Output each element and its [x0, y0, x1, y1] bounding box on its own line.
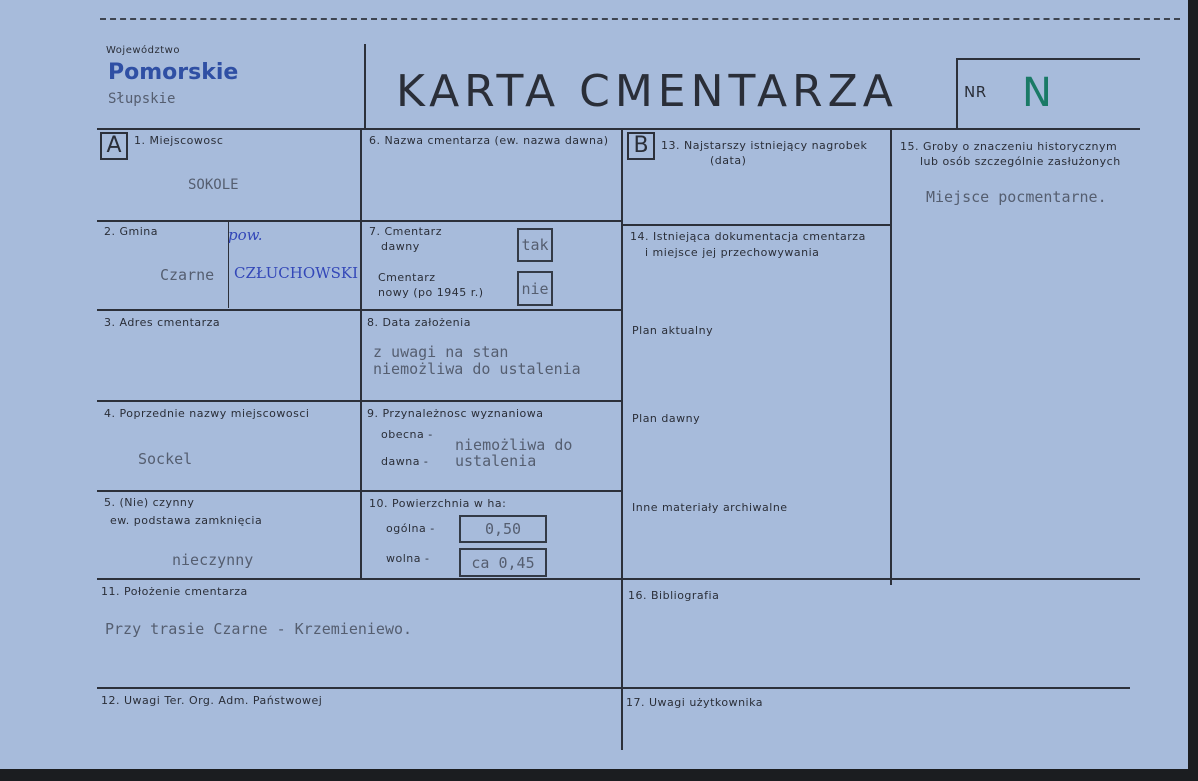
field-8-value-line2: niemożliwa do ustalenia [373, 360, 581, 378]
field-9-label: 9. Przynależnosc wyznaniowa [367, 407, 544, 420]
field-7-label-nowy-2: nowy (po 1945 r.) [378, 286, 484, 299]
wojewodztwo-old-value: Słupskie [108, 91, 176, 107]
section-a-letter: A [100, 132, 128, 160]
right-column-divider [890, 130, 892, 585]
plan-dawny-label: Plan dawny [632, 412, 701, 425]
field-15-label-line1: 15. Groby o znaczeniu historycznym [900, 140, 1118, 153]
field-7-label-dawny-1: 7. Cmentarz [369, 225, 442, 238]
field-11-label: 11. Położenie cmentarza [101, 585, 248, 598]
field-5-value: nieczynny [172, 551, 254, 569]
field-9-obecna-label: obecna - [381, 428, 433, 441]
field-16-label: 16. Bibliografia [628, 589, 720, 602]
field-15-label-line2: lub osób szczególnie zasłużonych [920, 155, 1121, 168]
field-6-label: 6. Nazwa cmentarza (ew. nazwa dawna) [369, 134, 609, 147]
nr-value: N [1022, 70, 1052, 116]
field-13-label-line2: (data) [710, 154, 747, 167]
field-8-value-line1: z uwagi na stan [373, 343, 509, 361]
field-7-label-dawny-2: dawny [381, 240, 420, 253]
field-9-dawna-label: dawna - [381, 455, 429, 468]
row-line-3 [97, 400, 623, 402]
section-b-letter: B [627, 132, 655, 160]
wojewodztwo-value: Pomorskie [108, 60, 239, 85]
field-10-wolna-label: wolna - [386, 552, 430, 565]
field-2-label: 2. Gmina [104, 225, 158, 238]
center-column-divider [621, 130, 623, 750]
field-17-label: 17. Uwagi użytkownika [626, 696, 764, 709]
field-15-value: Miejsce pocmentarne. [926, 188, 1107, 206]
nr-box-top [956, 58, 1140, 60]
field-4-value: Sockel [138, 450, 193, 468]
left-column-divider [360, 130, 362, 580]
field-13-label-line1: 13. Najstarszy istniejący nagrobek [661, 139, 868, 152]
row-line-4 [97, 490, 623, 492]
field-3-label: 3. Adres cmentarza [104, 316, 221, 329]
field-1-value: SOKOLE [188, 177, 239, 193]
field-2-value: Czarne [160, 266, 215, 284]
row-line-1 [97, 220, 623, 222]
nr-box-left [956, 58, 958, 130]
field-14-label-line2: i miejsce jej przechowywania [645, 246, 820, 259]
field-7-nowy-box: nie [517, 271, 553, 306]
row-line-5 [97, 578, 1140, 580]
row-line-6 [97, 687, 1130, 689]
field-1-label: 1. Miejscowosc [134, 134, 224, 147]
field-10-ogolna-box: 0,50 [459, 515, 547, 543]
dashed-top-line [100, 18, 1180, 20]
plan-aktualny-label: Plan aktualny [632, 324, 714, 337]
field-10-label: 10. Powierzchnia w ha: [369, 497, 507, 510]
header-bottom-line [97, 128, 1140, 130]
field-5-label-line1: 5. (Nie) czynny [104, 496, 195, 509]
field-11-value: Przy trasie Czarne - Krzemieniewo. [105, 620, 413, 638]
field-10-ogolna-label: ogólna - [386, 522, 435, 535]
row-line-2 [97, 309, 623, 311]
field-7-label-nowy-1: Cmentarz [378, 271, 436, 284]
field-14-label-line1: 14. Istniejąca dokumentacja cmentarza [630, 230, 866, 243]
row-line-1b [623, 224, 891, 226]
field-9-value-line2: ustalenia [455, 452, 537, 470]
field-5-label-line2: ew. podstawa zamknięcia [110, 514, 263, 527]
field-2-handwritten-pow: pow. [228, 226, 263, 244]
wojewodztwo-label: Województwo [106, 45, 180, 56]
field-9-value-line1: niemożliwa do [455, 436, 573, 454]
field-7-dawny-box: tak [517, 228, 553, 262]
header-divider [364, 44, 366, 130]
nr-label: NR [964, 83, 987, 101]
inne-materialy-label: Inne materiały archiwalne [632, 501, 788, 514]
field-8-label: 8. Data założenia [367, 316, 471, 329]
field-12-label: 12. Uwagi Ter. Org. Adm. Państwowej [101, 694, 323, 707]
card-title: KARTA CMENTARZA [396, 66, 898, 117]
field-10-wolna-box: ca 0,45 [459, 548, 547, 577]
field-4-label: 4. Poprzednie nazwy miejscowosci [104, 407, 310, 420]
field-2-handwritten-county: CZŁUCHOWSKI [234, 264, 358, 282]
